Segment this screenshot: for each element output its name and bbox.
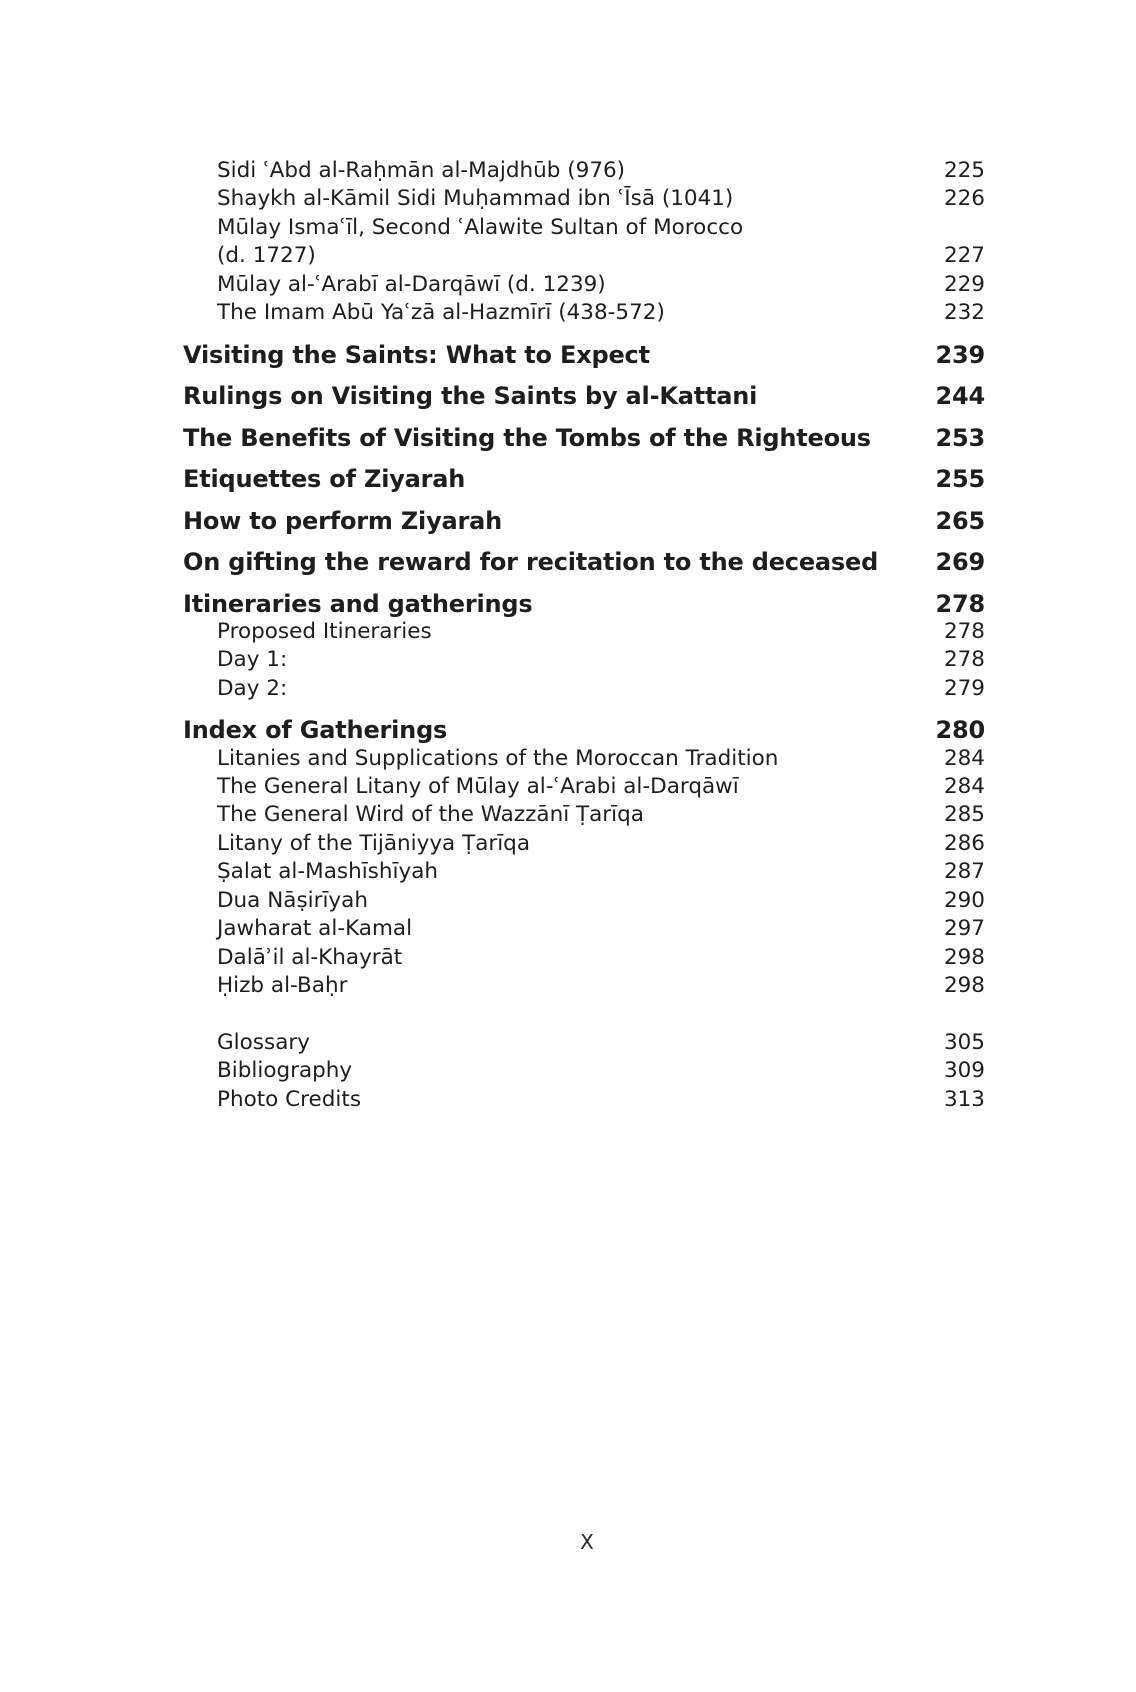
toc-entry-page-number: 255 [935,465,985,494]
toc-entry-title: Photo Credits [217,1086,362,1112]
toc-entry-page-number: 269 [935,548,985,577]
toc-entry-title: Glossary [217,1029,310,1055]
toc-entry-title: Bibliography [217,1058,353,1084]
toc-entry-page-number: 286 [943,830,985,856]
toc-entry-title: Day 1: [217,647,288,673]
toc-entry-page-number: 226 [943,186,985,212]
toc-entry-title: The Benefits of Visiting the Tombs of the Righteous [183,423,871,452]
toc-entry-row [183,214,985,242]
toc-entry-row [183,185,985,213]
toc-entry-page-number: 278 [943,647,985,673]
toc-entry-page-number: 279 [943,675,985,701]
toc-entry-page-number: 265 [935,506,985,535]
toc-entry-row [183,646,985,674]
toc-entry-row [183,242,985,270]
toc-entry-page-number: 287 [943,859,985,885]
toc-entry-row [183,271,985,299]
toc-entry-page-number: 244 [935,382,985,411]
toc-entry-title: Litany of the Tijāniyya Ṭarīqa [217,830,531,856]
toc-entry-title: Shaykh al-Kāmil Sidi Muḥammad ibn ʿĪsā (1041) [217,186,734,212]
toc-entry-title: The General Wird of the Wazzānī Ṭarīqa [217,802,644,828]
toc-entry-row [183,157,985,185]
toc-entry-row [183,299,985,327]
toc-entry-title: Litanies and Supplications of the Moroccan Tradition [217,745,779,771]
toc-entry-title: Jawharat al-Kamal [217,916,413,942]
toc-entry-title: Proposed Itineraries [217,618,432,644]
toc-entry-row [183,887,985,915]
toc-entry-row [183,465,985,493]
toc-entry-row [183,675,985,703]
toc-entry-row [183,1086,985,1114]
toc-entry-title: Ḥizb al-Baḥr [217,972,348,998]
toc-entry-page-number: 232 [943,300,985,326]
toc-entry-row [183,618,985,646]
toc-entry-title: How to perform Ziyarah [183,506,503,535]
toc-entry-title: Mūlay al-ʿArabī al-Darqāwī (d. 1239) [217,271,606,297]
toc-entry-page-number: 253 [935,423,985,452]
toc-entry-row [183,548,985,576]
toc-entry-row [183,716,985,744]
toc-entry-title: The General Litany of Mūlay al-ʿArabi al-Darqāwī [217,774,739,800]
toc-entry-row [183,424,985,452]
toc-entry-page-number: 284 [943,774,985,800]
toc-entry-page-number: 280 [935,716,985,745]
toc-entry-title: Dalāʾil al-Khayrāt [217,944,403,970]
toc-entry-page-number: 290 [943,887,985,913]
toc-entry-page-number: 298 [943,972,985,998]
toc-entry-row [183,858,985,886]
toc-entry-row [183,590,985,618]
toc-entry-title: The Imam Abū Yaʿzā al-Hazmīrī (438-572) [217,300,665,326]
toc-entry-title: Day 2: [217,675,288,701]
toc-entry-page-number: 298 [943,944,985,970]
toc-entry-title: On gifting the reward for recitation to the deceased [183,548,879,577]
toc-entry-row [183,1029,985,1057]
toc-entry-title: (d. 1727) [217,243,316,269]
toc-entry-page-number: 285 [943,802,985,828]
toc-entry-page-number: 278 [943,618,985,644]
toc-entry-page-number: 309 [943,1058,985,1084]
toc-entry-title: Mūlay Ismaʿīl, Second ʿAlawite Sultan of Morocco [217,214,744,240]
toc-entry-page-number: 284 [943,745,985,771]
table-of-contents [183,157,985,1114]
toc-entry-page-number: 227 [943,243,985,269]
toc-entry-row [183,915,985,943]
toc-entry-row [183,1057,985,1085]
toc-entry-page-number: 229 [943,271,985,297]
page-roman-numeral: X [580,1530,594,1554]
toc-entry-title: Index of Gatherings [183,716,448,745]
toc-entry-row [183,745,985,773]
toc-entry-row [183,830,985,858]
toc-entry-row [183,341,985,369]
toc-entry-title: Dua Nāṣirīyah [217,887,368,913]
toc-entry-row [183,944,985,972]
toc-entry-row [183,972,985,1000]
toc-entry-page-number: 225 [943,158,985,183]
toc-entry-row [183,773,985,801]
toc-entry-title: Visiting the Saints: What to Expect [183,340,650,369]
toc-entry-page-number: 313 [943,1086,985,1112]
toc-entry-page-number: 239 [935,340,985,369]
toc-entry-title: Rulings on Visiting the Saints by al-Kattani [183,382,758,411]
toc-entry-page-number: 305 [943,1029,985,1055]
toc-entry-page-number: 297 [943,916,985,942]
toc-entry-title: Etiquettes of Ziyarah [183,465,466,494]
toc-entry-title: Itineraries and gatherings [183,589,533,618]
toc-entry-row [183,801,985,829]
toc-entry-title: Sidi ʿAbd al-Raḥmān al-Majdhūb (976) [217,158,626,183]
toc-entry-page-number: 278 [935,589,985,618]
toc-entry-title: Ṣalat al-Mashīshīyah [217,859,438,885]
toc-entry-row [183,507,985,535]
toc-entry-row [183,382,985,410]
